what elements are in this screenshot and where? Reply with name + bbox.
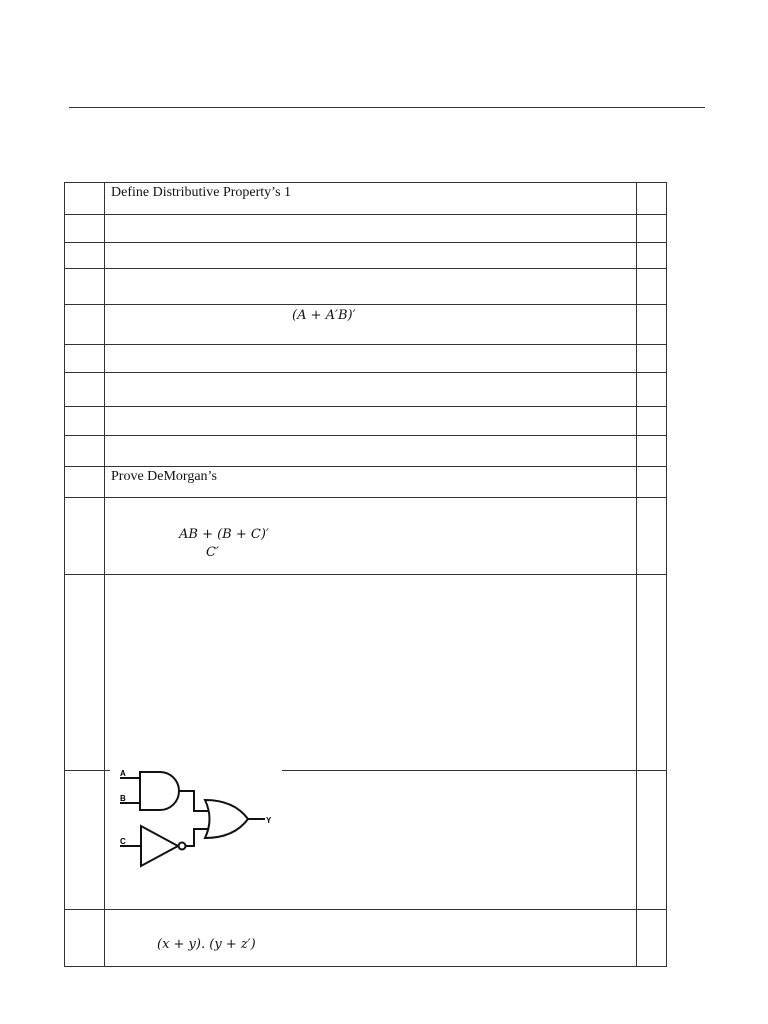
marks-cell xyxy=(637,467,667,498)
question-table xyxy=(64,182,667,967)
question-cell xyxy=(105,269,637,305)
table-row xyxy=(65,910,667,967)
table-row xyxy=(65,467,667,498)
question-cell xyxy=(105,183,637,215)
question-number-cell xyxy=(65,498,105,575)
table-row xyxy=(65,373,667,407)
input-label-c: C xyxy=(120,837,126,846)
expression: AB + (B + C)′ xyxy=(179,527,269,542)
marks-cell xyxy=(637,498,667,575)
marks-cell xyxy=(637,910,667,967)
question-number-cell xyxy=(65,910,105,967)
question-cell xyxy=(105,243,637,269)
table-row xyxy=(65,215,667,243)
marks-cell xyxy=(637,771,667,910)
question-cell xyxy=(105,498,637,575)
table-row xyxy=(65,269,667,305)
question-cell xyxy=(105,910,637,967)
question-number-cell xyxy=(65,183,105,215)
marks-cell xyxy=(637,183,667,215)
marks-cell xyxy=(637,407,667,436)
question-number-cell xyxy=(65,345,105,373)
question-cell xyxy=(105,215,637,243)
header-rule xyxy=(69,107,705,108)
expression: (x + y). (y + z′) xyxy=(157,937,256,952)
and-gate xyxy=(140,772,179,810)
table-row xyxy=(65,345,667,373)
table-row xyxy=(65,771,667,910)
table-row xyxy=(65,498,667,575)
question-number-cell xyxy=(65,436,105,467)
question-number-cell xyxy=(65,467,105,498)
table-row xyxy=(65,183,667,215)
table-row xyxy=(65,407,667,436)
question-number-cell xyxy=(65,373,105,407)
or-gate xyxy=(205,800,248,838)
question-cell xyxy=(105,305,637,345)
marks-cell xyxy=(637,243,667,269)
question-number-cell xyxy=(65,771,105,910)
question-number-cell xyxy=(65,305,105,345)
not-gate xyxy=(141,826,178,866)
question-cell xyxy=(105,436,637,467)
input-label-b: B xyxy=(120,794,126,803)
question-cell xyxy=(105,467,637,498)
output-label-y: Y xyxy=(266,816,272,825)
table-row xyxy=(65,575,667,771)
question-number-cell xyxy=(65,243,105,269)
question-cell xyxy=(105,345,637,373)
marks-cell xyxy=(637,345,667,373)
question-number-cell xyxy=(65,215,105,243)
question-text: Prove DeMorgan’s xyxy=(111,469,217,484)
marks-cell xyxy=(637,436,667,467)
question-cell xyxy=(105,771,637,910)
question-number-cell xyxy=(65,575,105,771)
marks-cell xyxy=(637,575,667,771)
marks-cell xyxy=(637,373,667,407)
table-row xyxy=(65,436,667,467)
marks-cell xyxy=(637,305,667,345)
question-number-cell xyxy=(65,269,105,305)
expression: (A + A′B)′ xyxy=(292,308,356,323)
expression-continued: C′ xyxy=(206,545,219,560)
question-cell xyxy=(105,373,637,407)
marks-cell xyxy=(637,215,667,243)
question-cell xyxy=(105,407,637,436)
logic-circuit-diagram xyxy=(110,769,282,879)
question-number-cell xyxy=(65,407,105,436)
marks-cell xyxy=(637,269,667,305)
table-row xyxy=(65,243,667,269)
input-label-a: A xyxy=(120,769,126,778)
table-row xyxy=(65,305,667,345)
question-cell xyxy=(105,575,637,771)
question-text: Define Distributive Property’s 1 xyxy=(111,185,292,200)
